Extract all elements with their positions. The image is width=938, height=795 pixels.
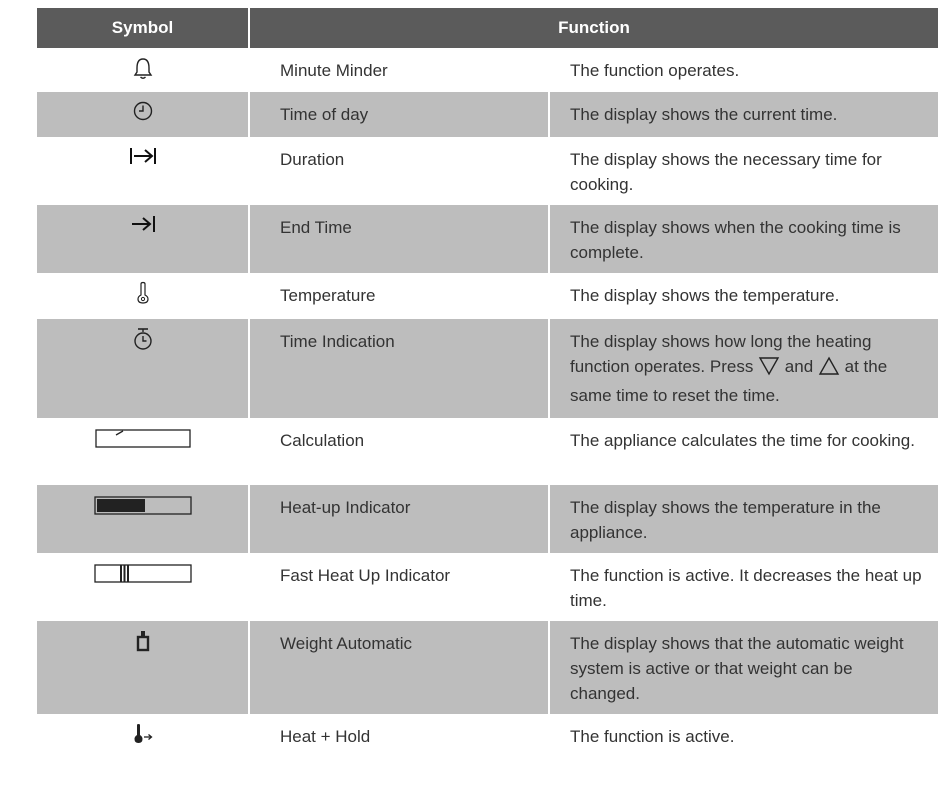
function-description: The function is active. <box>549 714 938 757</box>
stopwatch-icon <box>132 327 154 351</box>
table-row <box>37 485 938 553</box>
function-description: The display shows how long the heating function operates. Press and at the same time to reset the time. <box>549 319 938 418</box>
function-name: Time of day <box>249 92 549 137</box>
duration-icon <box>128 145 158 167</box>
function-description: The display shows the temperature in the appliance. <box>549 485 938 553</box>
heat-up-bar-icon <box>93 493 193 517</box>
table-row <box>37 714 938 757</box>
table-row <box>37 92 938 137</box>
calculation-bar-icon <box>94 426 192 450</box>
weight-icon <box>134 629 152 653</box>
table-row <box>37 48 938 92</box>
heat-hold-icon <box>132 722 154 746</box>
function-description: The appliance calculates the time for cooking. <box>549 418 938 485</box>
function-name: Duration <box>249 137 549 205</box>
function-name: End Time <box>249 205 549 273</box>
function-name: Calculation <box>249 418 549 485</box>
function-name: Weight Automatic <box>249 621 549 714</box>
table-row <box>37 137 938 205</box>
thermometer-icon <box>135 281 151 305</box>
symbol-column-header: Symbol <box>37 8 249 48</box>
function-description: The display shows the current time. <box>549 92 938 137</box>
symbol-function-table <box>37 8 938 757</box>
function-description: The function is active. It decreases the heat up time. <box>549 553 938 621</box>
table-row <box>37 273 938 319</box>
table-row <box>37 319 938 418</box>
function-name: Fast Heat Up Indicator <box>249 553 549 621</box>
table-row <box>37 205 938 273</box>
function-description: The display shows the temperature. <box>549 273 938 319</box>
function-description: The display shows the necessary time for cooking. <box>549 137 938 205</box>
up-button-icon <box>818 356 840 383</box>
down-button-icon <box>758 356 780 383</box>
bell-icon <box>133 56 153 80</box>
function-name: Temperature <box>249 273 549 319</box>
function-name: Heat + Hold <box>249 714 549 757</box>
fast-heat-up-bar-icon <box>93 561 193 585</box>
table-header-row <box>37 8 938 48</box>
function-name: Heat-up Indicator <box>249 485 549 553</box>
function-description: The function operates. <box>549 48 938 92</box>
function-description: The display shows when the cooking time is complete. <box>549 205 938 273</box>
function-description: The display shows that the automatic weight system is active or that weight can be changed. <box>549 621 938 714</box>
table-row <box>37 418 938 485</box>
table-row <box>37 621 938 714</box>
function-name: Time Indication <box>249 319 549 418</box>
function-name: Minute Minder <box>249 48 549 92</box>
clock-icon <box>132 100 154 122</box>
table-row <box>37 553 938 621</box>
function-column-header: Function <box>249 8 938 48</box>
end-time-icon <box>129 213 157 235</box>
